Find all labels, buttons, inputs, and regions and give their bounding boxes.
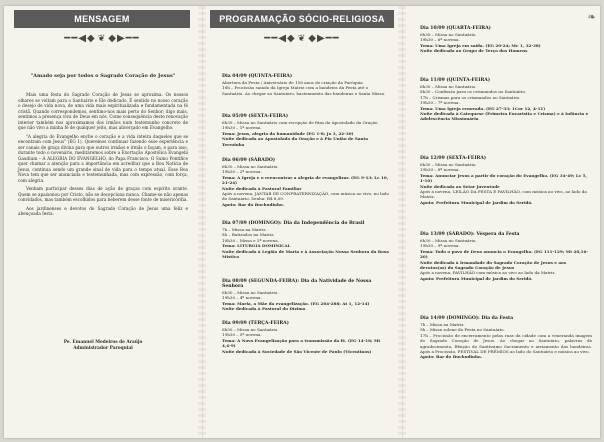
ornament-divider-icon: ━━◀◆ ❦ ◆▶━━ (264, 33, 340, 44)
program-day (222, 221, 390, 259)
day-line: Apoio: Prefeitura Municipal de Jardim do Seridó. (420, 275, 533, 281)
day-line: Apoio: Bar do Buchudinho. (420, 354, 483, 360)
day-line: 19h30 – 9ª novena. (420, 243, 460, 249)
day-line: 6h30 – Missa no Santuário. (420, 84, 477, 89)
day-title: Dia 12/09 (SEXTA-FEIRA) (420, 156, 487, 161)
day-line: 17h – Procissão de encerramento pelas ruas da cidade com a veneranda imagem do Sagrado Coração de Jesus. Ao chegar ao Santuário, palavras de agradecimento, Bênção do Santíssimo Sacramento e arriamento das bandeiras. Após a Procissão, FESTIVAL DE PRÊMIOS ao lado do Santuário e música ao vivo. (420, 332, 592, 355)
program-day (222, 158, 390, 207)
folder-sheet (4, 6, 600, 438)
day-title: Dia 06/09 (SÁBADO) (222, 158, 276, 163)
day-line: 6h30 – Missa no Santuário. (222, 164, 279, 169)
day-line: Tema: A Nova Evangelização para a transmissão da fé. (EG 14-18; Mt 4,4-9) (222, 337, 381, 349)
day-line: Após a novena, PAVILHÃO com música ao vivo ao lado da Matriz. (420, 270, 556, 276)
day-line: 6h30 – Missa no Santuário. (222, 327, 279, 332)
day-line: 19h30 – 4ª novena. (222, 295, 262, 301)
day-title: Dia 08/09 (SEGUNDA-FEIRA): Dia da Natividade de Nossa Senhora (222, 279, 372, 289)
day-line: Noite dedicada à Catequese (Primeira Eucaristia e Crisma) e à Infância e Adolescência Missionária (420, 111, 589, 122)
day-line: 6h30 – Missa no Santuário com recepção de fitas do Apostolado da Oração. (222, 120, 379, 125)
program-day (222, 114, 390, 147)
program-day (420, 156, 592, 205)
program-panel-continued (404, 6, 600, 438)
message-quote: "Amado seja por todos o Sagrado Coração de Jesus" (30, 73, 176, 79)
message-panel (4, 6, 200, 438)
program-panel (204, 6, 400, 438)
day-line: 19h30 – 1ª novena. (222, 125, 262, 131)
program-day (420, 78, 592, 122)
day-line: Noite dedicada ao Grupo de Terço dos Homens (420, 48, 528, 54)
day-title: Dia 11/09 (QUINTA-FEIRA) (420, 78, 491, 83)
day-line: 19h30 – 5ª novena. (222, 332, 262, 338)
day-line: Noite dedicada à Sociedade de São Vicente de Paulo (Vicentinos) (222, 348, 372, 354)
day-line: Noite dedicada à Irmandade do Sagrado Coração de Jesus e aos devotos(as) do Sagrado Coração de Jesus (420, 259, 567, 271)
day-line: 8h30 – Confissão para os crismandos no Santuário. (420, 89, 527, 95)
day-line: 6h30 – Missa no Santuário. (420, 162, 477, 167)
day-line: 6h30 – Missa no Santuário. (420, 238, 477, 243)
day-line: Noite dedicada à Legião de Maria e à Associação Nossa Senhora da Rosa Mística (222, 248, 389, 260)
day-line: 7h – Missa na Matriz. (420, 322, 465, 327)
day-line: 6h30 – Missa no Santuário. (420, 32, 477, 37)
day-title: Dia 14/09 (DOMINGO): Dia da Festa (420, 316, 514, 321)
message-paragraph-1: Mais uma festa do Sagrado Coração de Jesus se aproxima. Os nossos olhares se voltam para o Santuário e Ele dedicado. É sentido no nosso coração o desejo de vida nova, de uma vida mais espiritualizada e fundamentada na fé cristã. Quando correspondemos, sentimo-nos mais perto do Senhor; digo mais, sentimos a presença viva de Deus em nós. Como consequência deste renovação interior também nos aproximamos dos irmãos num testemunho concreto de que não vivo a minha fé de qualquer jeito, mas alicerçado em Evangelho. (18, 92, 188, 130)
day-line: 19h30 – Missa e 3ª novena. (222, 237, 279, 243)
day-line: Tema: Uma Igreja renovada. (EG 27-33; 1Cor 12, 4-11) (420, 105, 546, 111)
program-day (222, 279, 390, 312)
message-title: MENSAGEM (14, 10, 190, 28)
day-title: Dia 09/09 (TERÇA-FEIRA) (222, 321, 289, 326)
day-title: Dia 07/09 (DOMINGO): Dia da Independência do Brasil (222, 221, 365, 226)
day-line: 7h – Missa na Matriz. (222, 227, 267, 232)
program-title: PROGRAMAÇÃO SÓCIO-RELIGIOSA (210, 10, 394, 28)
day-line: Apoio: Bar do Buchudinho. (222, 201, 285, 207)
program-day (420, 316, 592, 360)
day-line: Noite dedicada à Pastoral Familiar (222, 185, 302, 191)
day-line: Tema: LITURGIA DOMINICAL (222, 243, 291, 249)
program-day (420, 232, 592, 281)
fleur-ornament-icon: ❧ (587, 12, 596, 23)
day-line: Noite dedicada à Pastoral do Dízimo (222, 306, 306, 312)
ornament-divider-icon: ━━◀◆ ❦ ◆▶━━ (64, 33, 140, 44)
day-line: 19h30 – 7ª novena. (420, 100, 460, 106)
day-line: 17h – Crismas para os crismandos no Santuário. (420, 94, 521, 100)
day-line: 9h – Missa solene da Festa no Santuário. (420, 327, 505, 333)
day-line: Tema: Jesus, alegria da humanidade (EG 1-8; Jo 3, 22-30) (222, 130, 354, 136)
program-day (222, 321, 390, 354)
day-title: Dia 13/09 (SÁBADO): Véspera da Festa (420, 232, 520, 237)
message-paragraph-4: Aos jardinenses e devotos do Sagrado Coração de Jesus uma feliz e abençoada festa. (18, 205, 188, 216)
day-line: Tema: Anunciar Jesus a partir do coração do Evangelho. (EG 34-49; Lc 5, 1-10) (420, 172, 587, 184)
day-title: Dia 05/09 (SEXTA-FEIRA) (222, 114, 289, 119)
day-line: Após a novena, JANTAR DE CONFRATERNIZAÇÃO, com música ao vivo, no lado do Santuário. Senha: R$ 8,00. (222, 191, 389, 202)
day-line: Tema: Maria, a Mãe da evangelização. (EG 284-288; At 1, 12-14) (222, 300, 370, 306)
day-line: 19h30 – 2ª novena. (222, 169, 262, 175)
day-line: Santuário. Ao chegar ao Santuário, hasteamento das bandeiras e Santa Missa. (222, 90, 386, 96)
day-line: Após a novena, LEILÃO DA FESTA E PAVILHÃO, com música ao vivo, ao lado da Matriz. (420, 189, 587, 200)
day-title: Dia 10/09 (QUARTA-FEIRA) (420, 26, 491, 31)
day-line: Tema: Uma Igreja em saída. (EG 20-24; Mc 1, 32-38) (420, 42, 541, 48)
day-title: Dia 04/09 (QUINTA-FEIRA) (222, 74, 293, 79)
day-line: Tema: Todo o povo de Deus anuncia o Evangelho. (EG 111-129; Mt 28,16-20) (420, 248, 589, 260)
program-day (222, 74, 390, 96)
day-line: Noite dedicada ao Setor Juventude (420, 183, 500, 189)
signature-role: Administrador Paroquial (73, 346, 133, 351)
day-line: Tema: A Igreja e o reencontrar a alegria de evangelizar. (EG 9-13; Lc 10, 21-24) (222, 174, 389, 186)
day-line: 8h – Batizados na Matriz. (222, 232, 275, 238)
message-paragraph-3: Venham participar desses dias de ação de graças com espírito orante. Quem se apaixonou por Cristo, não se decepciona nunca. Chame-se não apenas convidados, mas também escolhidos para beberem desse fonte de misericórdia. (18, 186, 188, 202)
day-line: Abertura da Festa / Aniversário de 158 anos de criação da Paróquia (222, 80, 363, 85)
day-line: Noite dedicada ao Apostolado da Oração e à Pia União de Santa Terezinha (222, 136, 369, 147)
message-body (18, 92, 188, 220)
program-day (420, 26, 592, 54)
day-line: 6h30 – Missa no Santuário. (222, 290, 279, 295)
day-line: Apoio: Prefeitura Municipal de Jardim do Seridó. (420, 199, 533, 205)
message-paragraph-2: "A alegria do Evangelho enche o coração e a vida inteira daqueles que se encontram com Jesus" (EG 1). Queremos continuar fazendo esse experiência e ser canais de graça divina para que outros irmãos e irmãs o façam, e para isso, durante todo o novenário, meditaremos sobre a Exortação Apostólica Evangelii Gaudium – A ALEGRIA DO EVANGELHO, do Papa Francisco. O Sumo Pontífice quer chamar a atenção para a importância em acreditar que a Boa Notícia de Jesus, continua sendo um grande sinal de vida para o tempo atual. Esse Boa Nova tem que ser anunciada e testemunhada, mas com expressão, com força, com alegria. (18, 133, 188, 183)
signature-name: Pe. Emanuel Medeiros de Araújo (63, 340, 143, 345)
day-line: 18h – Procissão saindo da Igreja Matriz com a bandeira da Festa até o (222, 85, 369, 91)
day-line: 19h30 – 8ª novena. (420, 167, 460, 173)
day-line: 19h30 – 6ª novena. (420, 37, 460, 43)
